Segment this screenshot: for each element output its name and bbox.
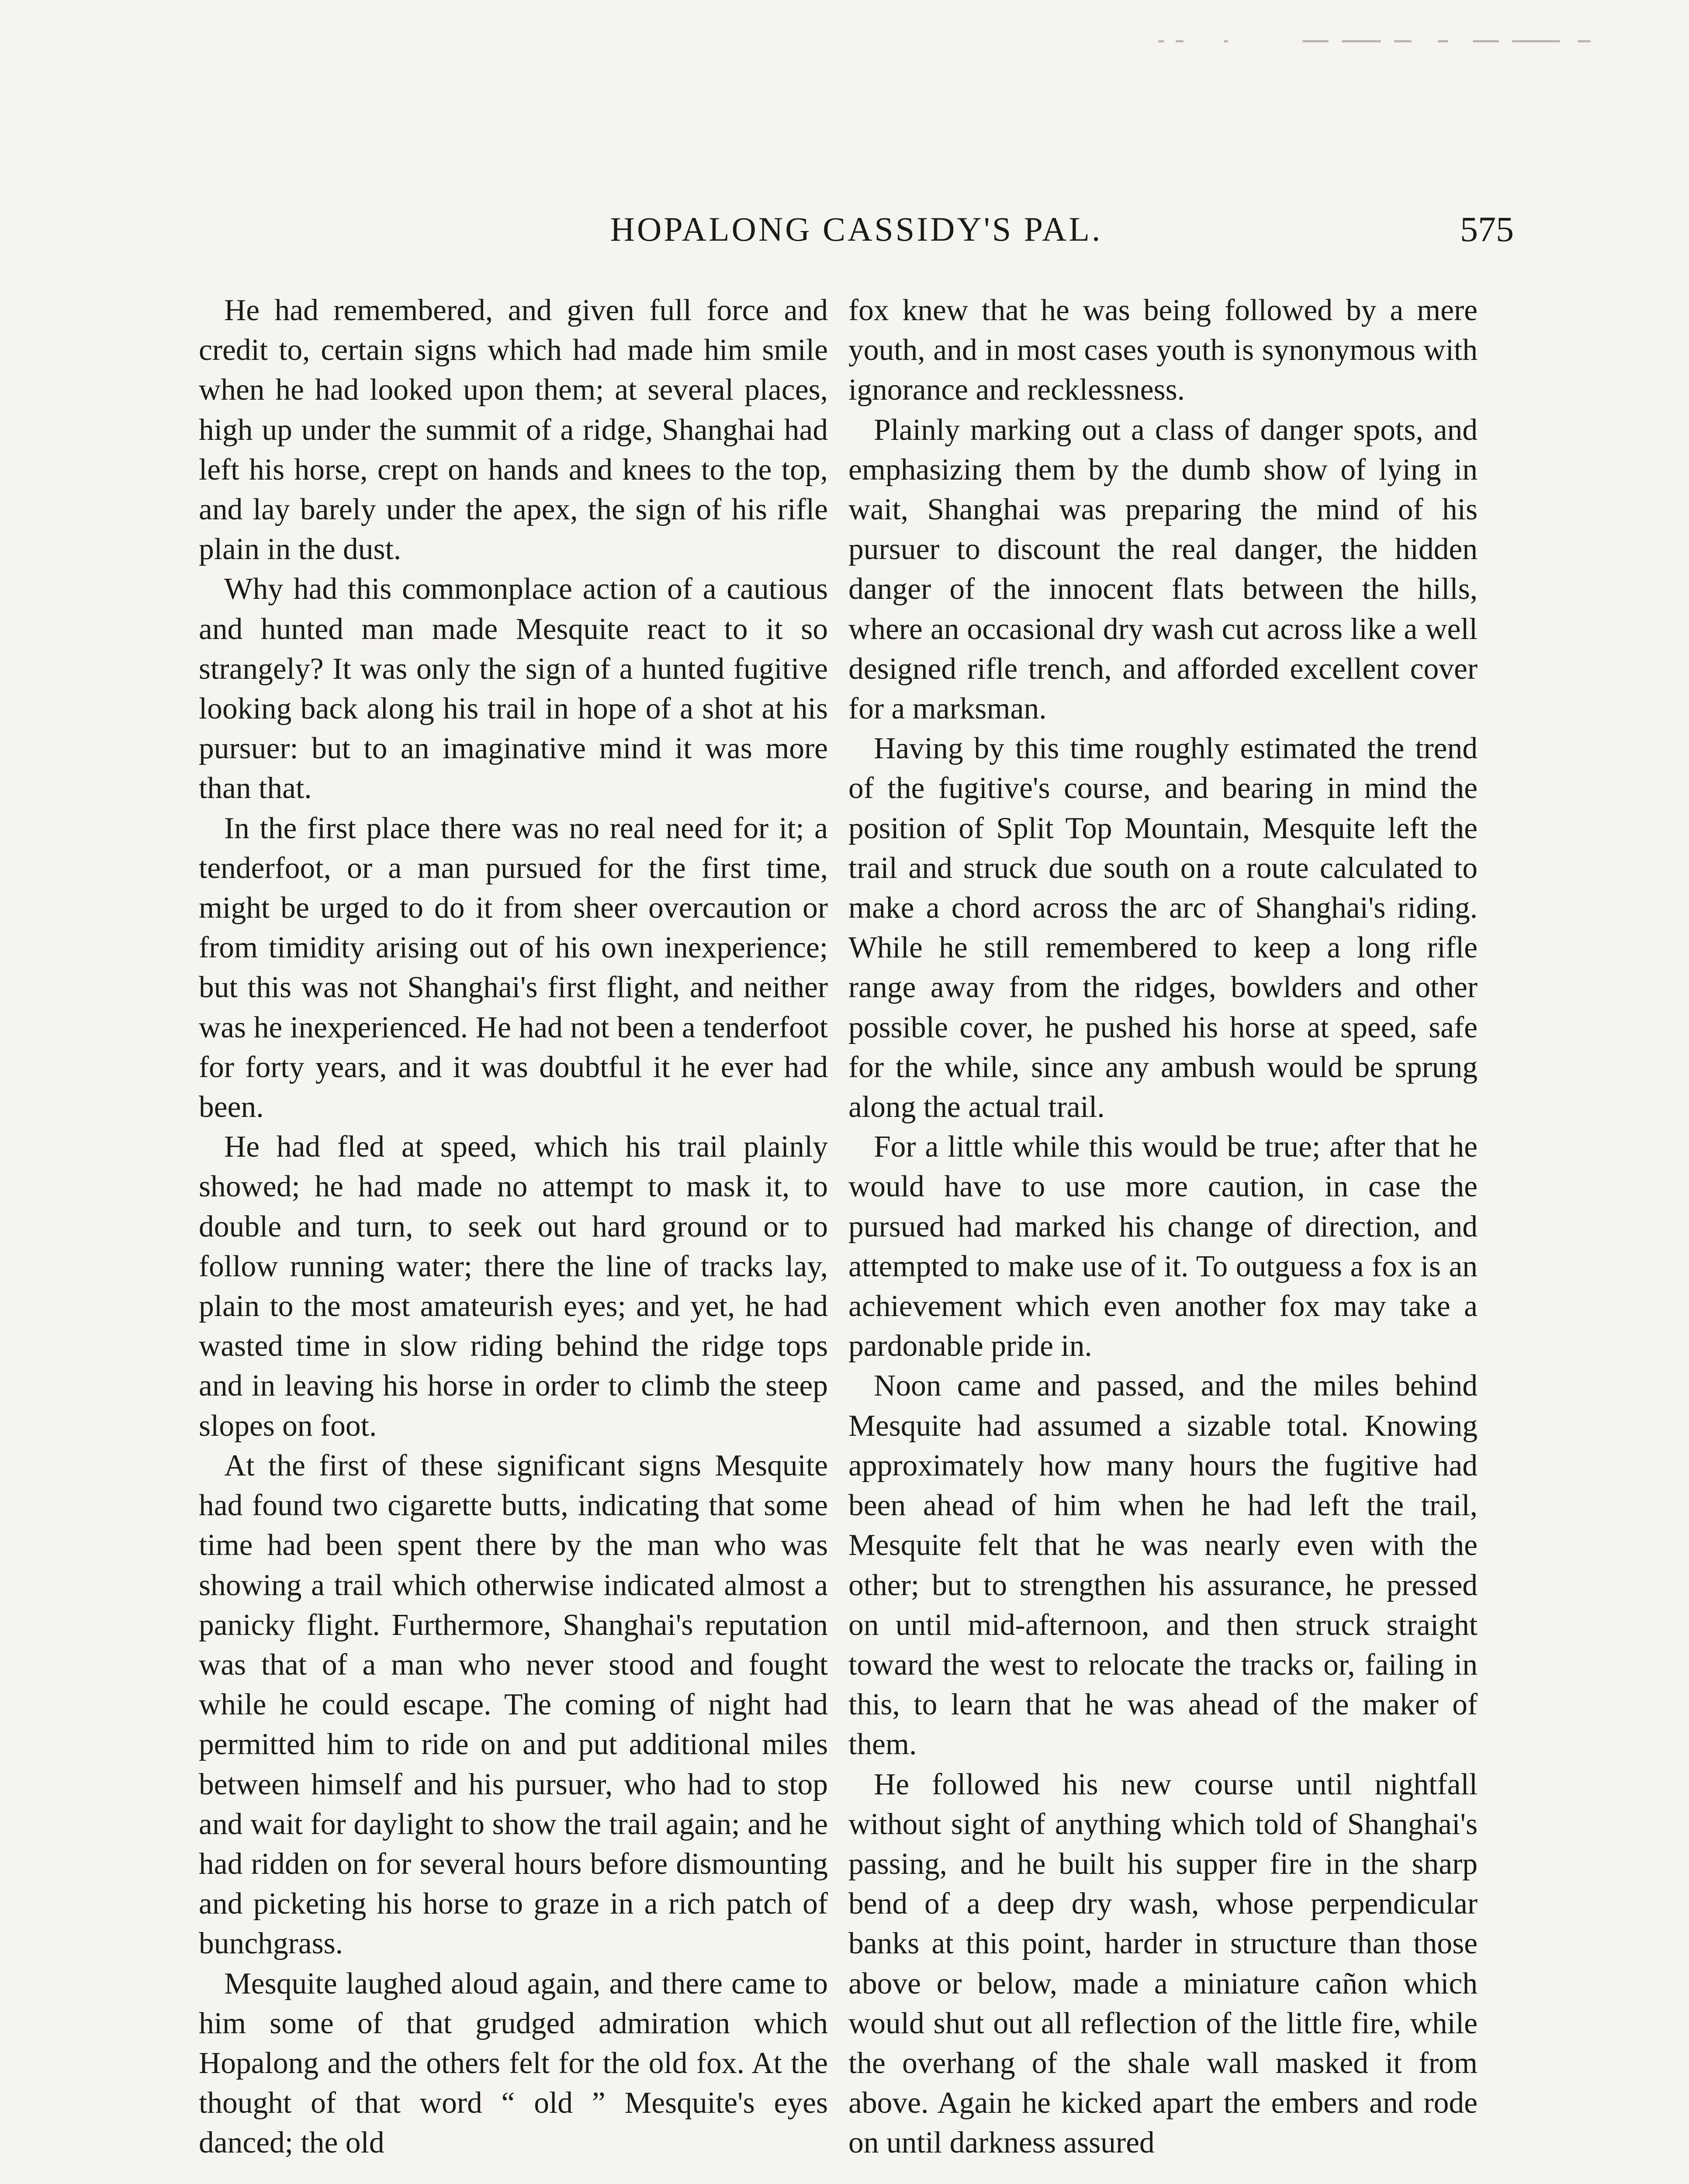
running-head: HOPALONG CASSIDY'S PAL.: [610, 210, 1103, 248]
paragraph: At the first of these significant signs Mesquite had found two cigarette butts, indicating that some time had been spent there by the man who was showing a trail which otherwise indicated almost a panicky flight. Furthermore, Shanghai's reputation was that of a man who never stood and fought while he could escape. The coming of night had permitted him to ride on and put additional miles between himself and his pursuer, who had to stop and wait for daylight to show the trail again; and he had ridden on for several hours before dismounting and picketing his horse to graze in a rich patch of bunchgrass.: [199, 1448, 828, 1961]
scan-artifacts: [1158, 35, 1617, 48]
page-header: [199, 205, 1514, 258]
paragraph: Noon came and passed, and the miles behind Mesquite had assumed a sizable total. Knowing approximately how many hours the fugitive had been ahead of him when he had left the trail, Mesquite felt that he was nearly even with the other; but to strengthen his assurance, he pressed on until mid-afternoon, and then struck straight toward the west to relocate the tracks or, failing in this, to learn that he was ahead of the maker of them.: [848, 1369, 1478, 1762]
page-number: 575: [1460, 209, 1514, 249]
paragraph: In the first place there was no real need for it; a tenderfoot, or a man pursued for the first time, might be urged to do it from sheer overcaution or from timidity arising out of his own inexperience; but this was not Shanghai's first flight, and neither was he inexperienced. He had not been a tenderfoot for forty years, and it was doubtful it he ever had been.: [199, 811, 828, 1124]
paragraph: For a little while this would be true; after that he would have to use more caution, in case the pursued had marked his change of direction, and attempted to make use of it. To outguess a fox is an achievement which even another fox may take a pardonable pride in.: [848, 1130, 1478, 1363]
paragraph: He had remembered, and given full force and credit to, certain signs which had made him smile when he had looked upon them; at several places, high up under the summit of a ridge, Shanghai had left his horse, crept on hands and knees to the top, and lay barely under the apex, the sign of his rifle plain in the dust.: [199, 294, 828, 567]
paragraph: Mesquite laughed aloud again, and there came to him some of that grudged admiration which Hopalong and the others felt for the old fox. At the thought of that word “ old ” Mesquite's eyes danced; the old: [199, 1966, 828, 2160]
paragraph: Why had this commonplace action of a cautious and hunted man made Mesquite react to it so strangely? It was only the sign of a hunted fugitive looking back along his trail in hope of a shot at his pursuer: but to an imaginative mind it was more than that.: [199, 572, 828, 805]
paragraph: Having by this time roughly estimated the trend of the fugitive's course, and bearing in mind the position of Split Top Mountain, Mesquite left the trail and struck due south on a route calculated to make a chord across the arc of Shanghai's riding. While he still remembered to keep a long rifle range away from the ridges, bowlders and other possible cover, he pushed his horse at speed, safe for the while, since any ambush would be sprung along the actual trail.: [848, 732, 1478, 1124]
paragraph: He followed his new course until nightfall without sight of anything which told of Shanghai's passing, and he built his supper fire in the sharp bend of a deep dry wash, whose perpendicular banks at this point, harder in structure than those above or below, made a miniature cañon which would shut out all reflection of the little fire, while the overhang of the shale wall masked it from above. Again he kicked apart the embers and rode on until darkness assured: [848, 1767, 1478, 2160]
paragraph: He had fled at speed, which his trail plainly showed; he had made no attempt to mask it, to double and turn, to seek out hard ground or to follow running water; there the line of tracks lay, plain to the most amateurish eyes; and yet, he had wasted time in slow riding behind the ridge tops and in leaving his horse in order to climb the steep slopes on foot.: [199, 1130, 828, 1443]
right-column: [848, 290, 1478, 2163]
paragraph-continued: fox knew that he was being followed by a mere youth, and in most cases youth is synonymous with ignorance and recklessness.: [848, 294, 1478, 407]
left-column: [199, 290, 828, 2163]
paragraph: Plainly marking out a class of danger spots, and emphasizing them by the dumb show of lying in wait, Shanghai was preparing the mind of his pursuer to discount the real danger, the hidden danger of the innocent flats between the hills, where an occasional dry wash cut across like a well designed rifle trench, and afforded excellent cover for a marksman.: [848, 413, 1478, 726]
